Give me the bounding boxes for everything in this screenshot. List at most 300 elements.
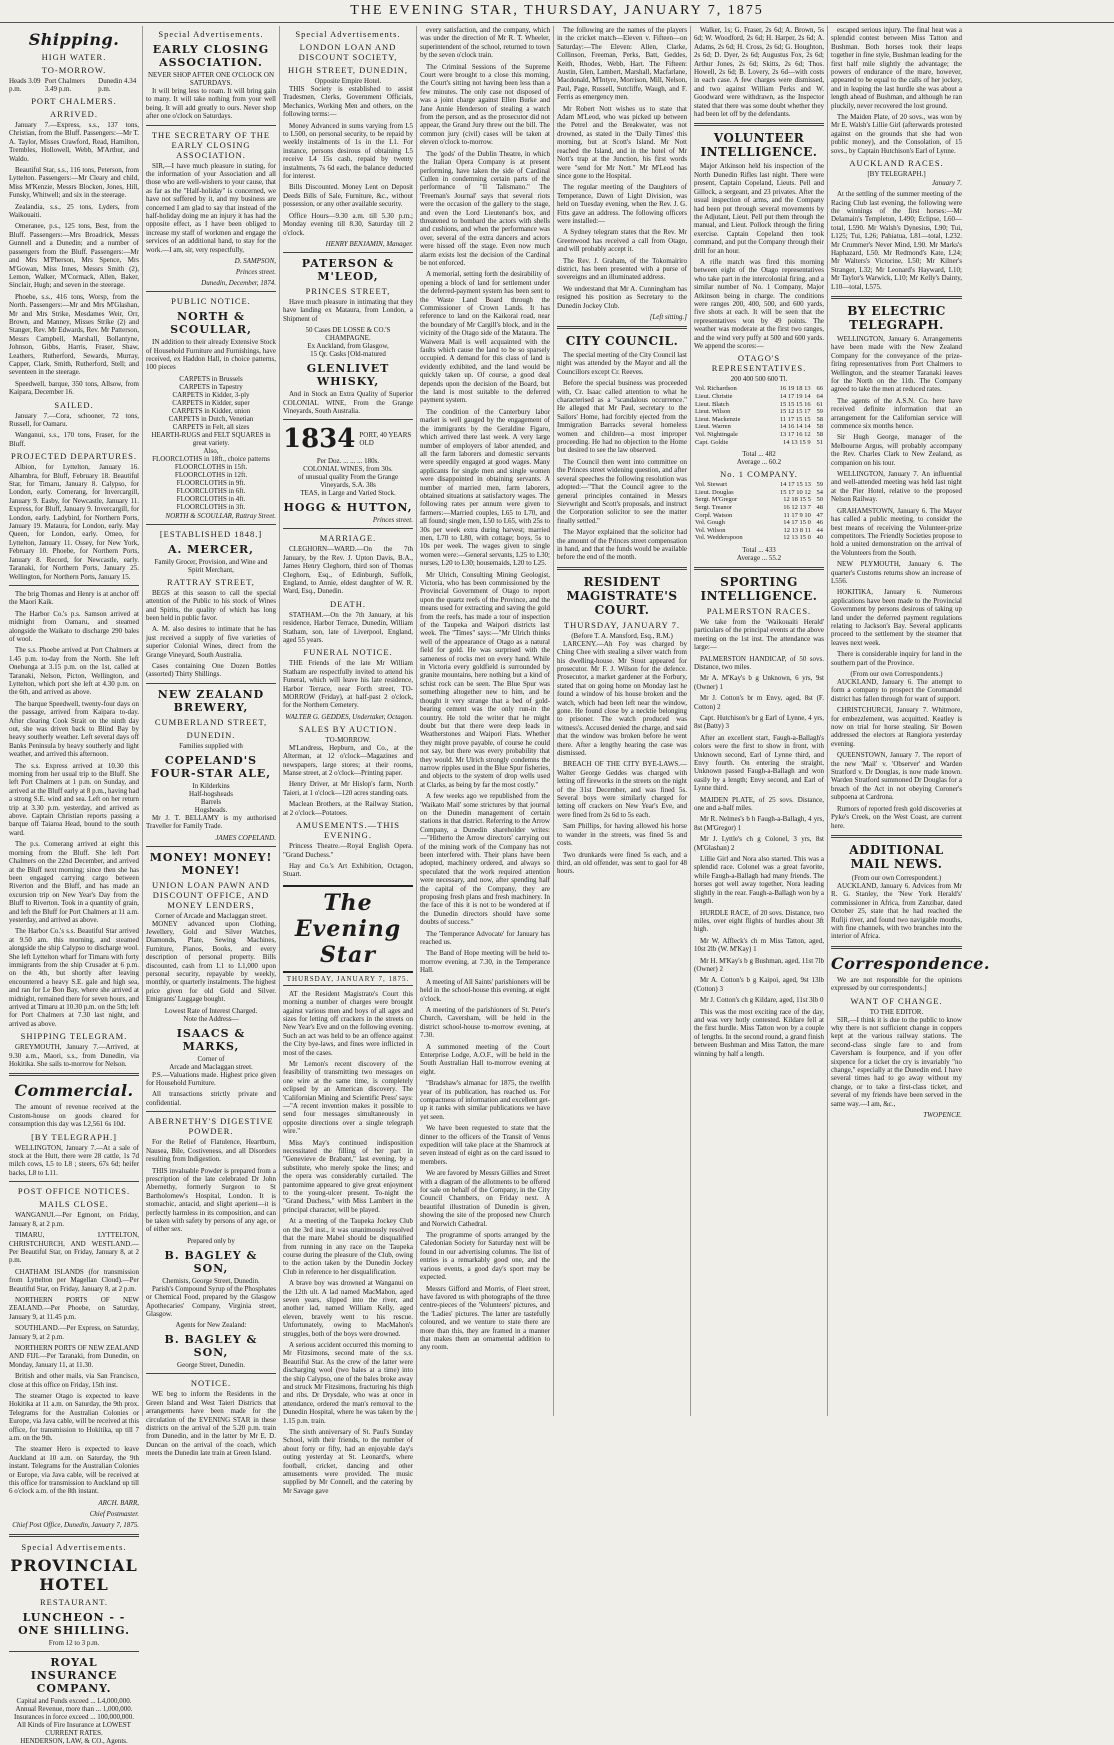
paragraph: Mr J. Lyttle's ch g Colonel, 3 yrs, 8st (M'Glashan) 2	[694, 835, 824, 852]
early-closing-title: EARLY CLOSING ASSOCIATION.	[152, 43, 270, 69]
score-row	[694, 519, 824, 527]
court-before: (Before T. A. Mansford, Esq., R.M.)	[571, 631, 673, 640]
ad-line: Arcade and Maclaggan street.	[169, 1062, 253, 1071]
lunch-hours: From 12 to 3 p.m.	[48, 1638, 100, 1647]
paragraph: THE Friends of the late Mr William Statham are respectfully invited to attend his Funeral, which will leave his late residence, Harbor Terrace, near Forth street, TO-MORROW (Friday), at half-past 2 o'clock, for the Northern Cemetery.	[283, 659, 413, 710]
score-row	[694, 512, 824, 520]
bagley-title: B. BAGLEY & SON,	[164, 1333, 258, 1360]
score-row	[694, 393, 824, 401]
auckland-races-heading: AUCKLAND RACES.	[849, 158, 944, 169]
paragraph: Messrs Gifford and Morris, of Fleet street, have favored us with photographs of the three centre-pieces of the 'Volunteers' pictures, and the 'Ladies' pictures. The latter are tastefully coloured, and we venture to state there are more than this, they are framed in a manner that makes them an ornamental addition to any room.	[420, 1284, 550, 1352]
score-name: Sergt. Treanor	[695, 503, 733, 511]
score-values: 12 18 15 5	[783, 496, 811, 504]
paragraph: The special meeting of the City Council last night was attended by the Mayor and all the Councillors except Cr. Reeves.	[557, 351, 687, 376]
royal-insurance-title: ROYAL INSURANCE COMPANY.	[30, 1655, 118, 1695]
paragraph: Mr A. M'Kay's b g Unknown, 6 yrs, 9st (Owner) 1	[694, 674, 824, 691]
paragraph: AT the Resident Magistrate's Court this morning a number of charges were brought against various men and boys of all ages and sizes for letting off crackers in the streets on New Year's Eve and on the following evening. Such an act was held to be an offence against the City bye-laws, and fines were inflicted in most of the cases.	[283, 989, 413, 1057]
paragraph: The agents of the A.S.N. Co. here have received definite information that an arrangement for the Californian service will commence six months hence.	[831, 396, 962, 431]
paragraph: The brig Thomas and Henry is at anchor off the Maori Kaik.	[9, 589, 139, 607]
paragraph: Mr J. Cotton's br m Envy, aged, 8st (F. Cotton) 2	[694, 694, 824, 711]
paragraph: It will bring less to roam. It will bring gain to many. It will take nothing from your well being. It will add greatly to ours. Never shop after one o'clock on Saturdays.	[146, 87, 276, 121]
tide-heads: Heads 3.09 p.m.	[9, 77, 41, 93]
established-label: [ESTABLISHED 1848.]	[159, 528, 263, 539]
street-label: CUMBERLAND STREET,	[154, 716, 268, 727]
street-label: HIGH STREET, DUNEDIN,	[288, 65, 408, 75]
signature-title: Chief Postmaster.	[89, 1509, 139, 1518]
no1-company-heading: No. 1 COMPANY.	[720, 469, 798, 480]
divider	[283, 252, 413, 253]
ad-line: Corner of Arcade and Maclaggan street.	[155, 911, 267, 920]
paragraph: QUEENSTOWN, January 7. The report of the new 'Mail' v. 'Observer' and Warden Stratford v. Dr Douglas, is now made known. Warden Stratford summoned Dr Douglas for a breach of the Act in not obeying Coroner's subpoena at Cardrona.	[831, 751, 962, 802]
sporting-intelligence-heading: SPORTING INTELLIGENCE.	[700, 574, 818, 603]
score-name: Sergt. M'Gregor	[695, 496, 738, 504]
amusements-heading: AMUSEMENTS.—THIS EVENING.	[295, 820, 401, 841]
divider	[9, 585, 139, 586]
public-notice-heading: PUBLIC NOTICE.	[171, 296, 251, 307]
divider	[557, 326, 687, 329]
ad-line: Annual Revenue, more than ... 1,000,000.	[15, 1704, 133, 1713]
score-values: 14 17 15 13	[779, 481, 811, 489]
section-title-commercial: Commercial.	[14, 1081, 134, 1101]
signature: NORTH & SCOULLAR, Rattray Street.	[165, 511, 276, 520]
paragraph: Mr J. Cotton's ch g Kildare, aged, 11st 3lb 0	[700, 996, 824, 1005]
score-name: Vol. Wedderspoon	[695, 534, 743, 542]
score-values: 12 13 8 11	[783, 526, 811, 534]
additional-mail-heading: ADDITIONAL MAIL NEWS.	[849, 842, 944, 871]
paragraph: The s.s. Phoebe arrived at Port Chalmers at 1.45 p.m. to-day from the North. She left Onehunga at 3.15 p.m. on the 1st, called at Taranaki, Nelson, Picton, Wellington, and Lyttelton, which port she left at 4.30 p.m. on the 6th, and arrived as above.	[9, 646, 139, 697]
score-row	[694, 481, 824, 489]
paragraph: We are not responsible for the opinions expressed by our correspondents.]	[831, 975, 962, 993]
divider	[146, 1373, 276, 1374]
column-1	[6, 26, 143, 1745]
signature: TWOPENCE.	[923, 1111, 962, 1120]
paragraph: Mr Ulrich, Consulting Mining Geologist, Victoria, who has been commissioned by the Provincial Government of Otago to report upon the quartz reefs of the Province, and the means used for extracting and saving the gold from the reefs, has made a tour of inspection of the Taupeka and Waipori districts last week. The "Times" says:—"Mr Ulrich thinks well of the appearance of Otago as a natural field for gold. He was surprised with the sameness of rocks met on every hand. While in Victoria every goldfield is surrounded by granite mountains, here nothing but a kind of schist rock can be seen. The Blue Spur was something altogether new to him, and he thought it very strange that a bed of gold-bearing cement was the only run-in the country. He told the writer that he might doubt but that there were deep leads in Weatherstones and Waipori Flats. Whether they might prove payable, of course he could not say, but there was every probability that they would. Mr Ulrich strongly condemns the narrow ripples used in the Blue Spur fisheries, and objects to the system of drop wells used at Clarks, as being by far the most costly."	[420, 570, 550, 789]
paragraph: STATHAM.—On the 7th January, at his residence, Harbor Terrace, Dunedin, William Statham, son, late of Liverpool, England, aged 55 years.	[283, 610, 413, 644]
signature: ARCH. BARR,	[98, 1498, 139, 1507]
score-name: Lieut. Christie	[695, 393, 733, 400]
paragraph: IN addition to their already Extensive Stock of Household Furniture and Furnishings, have received, ex Haddon Hall, in choice patterns, 100 pieces	[146, 338, 276, 372]
mercer-title: A. MERCER,	[167, 542, 254, 556]
score-name: Vol. Gough	[695, 519, 725, 527]
paragraph: Princess Theatre.—Royal English Opera. "Grand Duchess."	[283, 842, 413, 859]
score-total: 44	[816, 526, 823, 534]
divider	[146, 125, 276, 126]
ad-line: Capital and Funds exceed ... L4,000,000.	[16, 1696, 132, 1705]
score-total: 59	[816, 481, 823, 489]
score-row	[694, 496, 824, 504]
score-total: 46	[816, 519, 823, 527]
score-name: Capt. Goldie	[695, 438, 729, 446]
issue-date: THURSDAY, JANUARY 7, 1875.	[283, 975, 413, 986]
paragraph: WELLINGTON, January 7.—At a sale of stock at the Hutt, there were 28 cattle, 1s 7d milch cows, L5 to L8 ; steers, 67s 6d; heifer backs, L8 to L11.	[9, 1143, 139, 1177]
paragraph: Lillie Girl and Nora also started. This was a splendid race. Colonel was a great favorite, while Faugh-a-Ballagh had many friends. The horses got well away together, Nora leading slightly in the rear. Faugh-a-Ballagh won by a length.	[694, 855, 824, 906]
tomorrow-label: TO-MORROW.	[41, 65, 107, 75]
divider	[146, 1111, 276, 1112]
paragraph: A serious accident occurred this morning to Mr Fitzsimons, second mate of the s.s. Beautiful Star. As the crew of the latter were discharging wool (two bales at a time) into the ship Calypso, one of the bales broke away and struck Mr Fitzsimons, fracturing his thigh and ribs. Dr Drysdale, who was at once in attendance, ordered the man's removal to the Dunedin Hospital, where he was taken by the 1.15 p.m. train.	[283, 1340, 413, 1425]
volunteer-intelligence-heading: VOLUNTEER INTELLIGENCE.	[700, 131, 818, 160]
scores-table-no1	[694, 481, 824, 542]
paragraph: Two drunkards were fined 5s each, and a third, an old offender, was sent to gaol for 48 hours.	[557, 850, 687, 876]
special-ads-heading: Special Advertisements.	[158, 29, 264, 39]
score-total: 40	[816, 534, 823, 542]
by-telegraph-label: [BY TELEGRAPH.]	[867, 170, 926, 179]
ad-line: Also,	[203, 446, 219, 455]
masthead: THE EVENING STAR, THURSDAY, JANUARY 7, 1875	[0, 0, 1114, 23]
paragraph: P.S.—Valuations made. Highest price given for Household Furniture.	[146, 1070, 276, 1088]
paragraph: A summoned meeting of the Court Enterprise Lodge, A.O.F., will be held in the South Australian Hall to-morrow evening at eight.	[420, 1042, 550, 1076]
score-total: 66	[816, 385, 823, 393]
score-name: Lieut. Douglas	[695, 488, 734, 496]
paragraph: The Rev. J. Graham, of the Tokomairiro district, has been presented with a purse of sovereigns and an illuminated address.	[557, 256, 687, 282]
otago-reps-heading: OTAGO'S REPRESENTATIVES.	[711, 353, 807, 374]
hogg-hutton-title: HOGG & HUTTON,	[283, 501, 413, 515]
union-loan-heading: UNION LOAN PAWN AND DISCOUNT OFFICE, AND MONEY LENDERS,	[152, 879, 270, 910]
to-editor-label: TO THE EDITOR.	[869, 1007, 924, 1016]
paragraph: Mr Lemon's recent discovery of the feasibility of transmitting two messages on one wire at the same time, is completely eclipsed by an American discovery. The 'Californian Mining and Scientific Press' says:—"A recent invention makes it possible to send four messages simultaneously in opposite directions over a single telegraph wire."	[283, 1059, 413, 1136]
divider	[146, 683, 276, 684]
paragraph: Sam Phillips, for having allowed his horse to wander in the streets, was fined 5s and costs.	[557, 822, 687, 848]
newspaper-nameplate: The Evening Star	[283, 885, 413, 973]
paragraph: Bills Discounted. Money Lent on Deposit Deeds Bills of Sale, Furniture, &c., without possession, or any other available security.	[283, 183, 413, 209]
score-name: Vol. Stewart	[695, 481, 728, 489]
ad-line: NEVER SHOP AFTER ONE O'CLOCK ON SATURDAYS.	[147, 71, 275, 87]
paragraph: MAIDEN PLATE, of 25 sovs. Distance, one and a-half miles.	[694, 795, 824, 813]
cask-list: In Kilderkins Half-hogsheads Barrels Hogsheads.	[189, 781, 233, 814]
paragraph: NORTHERN PORTS OF NEW ZEALAND.—Per Phoebe, on Saturday, January 9, at 11.45 p.m.	[9, 1295, 139, 1321]
paragraph: The steamer Otago is expected to leave Hokitika at 11 a.m. on Saturday, the 9th prox. Telegrams for the Australian Colonies or Europe, via Java cable, will be received at this office, for transmission to Hokitika, up till 7 a.m. on the 9th.	[9, 1392, 139, 1443]
paragraph: We take from the 'Waikouaiti Herald' particulars of the principal events at the above meeting on the 1st inst. The attendance was large:—	[694, 617, 824, 652]
paragraph: Speedwell, barque, 350 tons, Allsow, from Kaipara, December 16.	[9, 379, 139, 397]
paragraph: The Maiden Plate, of 20 sovs., was won by Mr E. Walsh's Lillie Girl (afterwards protested against on the grounds that she had won public money), and the Consolation, of 15 sovs., by Captain Hutchison's Earl of Lynne.	[831, 113, 962, 155]
paragraph: The Criminal Sessions of the Supreme Court were brought to a close this morning, the Court's sitting not having been less than a few minutes. The only case not disposed of was a joint charge against Ellen Burke and Jane Annie Henderson of stealing a watch from the person, and as the prosecutor did not appear, the Grand Jury threw out the bill. The common jury (civil) cases will be taken at eleven o'clock to-morrow.	[420, 62, 550, 147]
paragraph: A meeting of All Saints' parishioners will be held in the school-house this evening, at eight o'clock.	[420, 977, 550, 1003]
shipping-telegram-heading: SHIPPING TELEGRAM.	[20, 1031, 128, 1042]
paragraph: All transactions strictly private and confidential.	[146, 1090, 276, 1107]
isaacs-marks-title: ISAACS & MARKS,	[176, 1026, 246, 1053]
paragraph: SIR,—I think it is due to the public to know why there is not sufficient change in coppers kept at the various railway stations. The second-class single fare to and from Caversham is fourpence, and if you offer sixpence for a ticket the cry is invariably "no change," especially at the Dunedin end. I have several times had to go away without my change, or to take a first-class ticket, and several of my friends have been served in the same way.—I am, &c.,	[831, 1015, 962, 1108]
divider	[831, 946, 962, 949]
signature-date: Chief Post Office, Dunedin, January 7, 1875.	[12, 1520, 139, 1529]
paragraph: WE beg to inform the Residents in the Green Island and West Taieri Districts that arrangements have been made for the circulation of the EVENING STAR in these districts on the arrival of the 5.20 p.m. train from Dunedin, and in the latter by Mr E. D. Duncan on the arrival of the coach, which meets the Dunedin late train at Green Island.	[146, 1390, 276, 1458]
score-row	[694, 489, 824, 497]
score-values: 12 13 15 0	[783, 534, 811, 542]
divider	[557, 567, 687, 570]
score-values: 15 17 10 12	[779, 488, 811, 496]
score-row	[694, 401, 824, 409]
divider	[283, 419, 413, 420]
paragraph: AUCKLAND, January 6. Advices from Mr R. G. Stanley, the 'New York Herald's' commissioner in Africa, from Zanzibar, dated October 25, state that he had reached the Rufiji river, and found two navigable mouths, with fine channels, with two branches into the interior of Africa.	[831, 881, 962, 941]
paragraph: escaped serious injury. The final heat was a splendid contest between Miss Tatton and Bushman. Both horses took their leaps together in fine style, Bushman leading for the first half mile slightly the advantage; the powers of endurance of the mare, however, appeared to be equal to the calls of her jockey, and in leaping the last hurdle she was about a length ahead of Bushman, and although he ran pluckily, never recovered the lost ground.	[831, 26, 962, 110]
ad-line: Insurances in force exceed ... 100,000,000.	[14, 1712, 134, 1721]
column-2	[143, 26, 280, 1458]
palmerston-races-heading: PALMERSTON RACES.	[706, 605, 812, 616]
paragraph: Mr J. T. BELLAMY is my authorised Traveller for Family Trade.	[146, 813, 276, 831]
marriage-heading: MARRIAGE.	[319, 533, 377, 544]
divider	[146, 524, 276, 525]
signature-address: Princes street.	[372, 516, 413, 525]
ad-line: COLONIAL WINES, from 30s.	[303, 465, 393, 474]
score-total: 58	[816, 430, 823, 438]
score-values: 14 17 19 14	[779, 393, 811, 400]
score-values: 11 17 9 10	[783, 511, 811, 519]
divider	[9, 1651, 139, 1652]
paragraph: A meeting of the parishioners of St. Peter's Church, Caversham, will be held in the district school-house to-morrow evening, at 7.30.	[420, 1005, 550, 1040]
street-label: PRINCES STREET,	[305, 285, 391, 296]
paragraph: CHATHAM ISLANDS (for transmission from Lyttelton per Magellan Cloud).—Per Beautiful Star, on Friday, January 8, at 2 p.m.	[9, 1267, 139, 1293]
whisky-title: GLENLIVET WHISKY,	[306, 362, 390, 389]
paragraph: The Council then went into committee on the Princes street widening question, and after several speeches the following resolution was adopted:—"That the Council agree to the general principles contained in Messrs Sievwright and Scott's proposals, and instruct the Corporation solicitor to see the matter finally settled."	[557, 457, 687, 525]
paragraph: The Harbor Co.'s s.s. Beautiful Star arrived at 9.50 am. this morning, and steamed alongside the ship Calypso to discharge wool. She left Lyttelton wharf for Timaru with forty immigrants from the ship Crusader at 6 p.m. on the 4th, but shortly after leaving encountered a heavy S.E. gale and high sea, and ran for Le Bon Bay, where she arrived at midnight, remained there for seven hours, and arrived at Timaru at 10.30 p.m. on the 5th; left for Port Chalmers at 7.30 last night, and arrived as above.	[9, 927, 139, 1028]
ad-line: Families supplied with	[179, 741, 243, 750]
dateline: January 7.	[932, 179, 962, 188]
score-row	[694, 439, 824, 447]
paragraph: This was the most exciting race of the day, and was very hotly contested. Kildare fell at the first hurdle. Miss Tatton won by a couple of lengths. In the second round, a grand finish between Bushman and Miss Tatton, the mare winning by half a length.	[694, 1007, 824, 1058]
paragraph: Beautiful Star, s.s., 116 tons, Peterson, from Lyttelton. Passengers:—Mr Cleary and child, Miss M'Kenzie, Messrs Blocken, Jones, Hill, Funsky, Whitwell; and six in the steerage.	[9, 166, 139, 200]
paragraph: Mr R. Nelmes's b h Faugh-a-Ballagh, 4 yrs, 8st (M'Gregor) 1	[694, 815, 824, 832]
city-council-heading: CITY COUNCIL.	[565, 334, 679, 348]
left-sitting-label: [Left sitting.]	[649, 313, 687, 321]
ad-line: Lowest Rate of Interest Charged.	[164, 1006, 258, 1015]
column-5	[554, 26, 691, 1416]
score-row	[694, 423, 824, 431]
ad-line: George Street, Dunedin.	[177, 1361, 245, 1370]
total-line: Total ... 433	[742, 545, 776, 554]
paragraph: Mr Robert Nott wishes us to state that Adam M'Leod, who was picked up between the Petrel and the Breakwater, was not drowned, as stated in the 'Daily Times' this morning, but at Scott's Island. Mr Nott reached the Island, and in the hotel of Mr Nott's trap at the Junction, his first words were "send for Mr Nott." Mr M'Leod has since gone to the Hospital.	[557, 104, 687, 180]
paragraph: Parish's Compound Syrup of the Phosphates or Chemical Food, prepared by the Glasgow Apothecaries' Company, Virginia street, Glasgow.	[146, 1284, 276, 1318]
score-name: Lieut. Blatch	[695, 400, 729, 408]
paragraph: HOKITIKA, January 6. Numerous applications have been made to the Provincial Government by persons desirous of taking up land under the deferred payment regulations relating to Jackson's Bay. Several applicants proceed to the settlement by the steamer that leaves next week.	[831, 588, 962, 647]
paragraph: At the settling of the summer meeting of the Racing Club last evening, the following were the winnings of the first horses:—Mr Delamain's Templeton, L490; Eclipse, L60—total, L590. Mr Walsh's Dynesius, L90; Tui, L125; Tui, L26; Pahiatua, L81—total, L232. Mr Crummer's Never Mind, L90. Mr Marks's Haphazard, L50. Mr Redmond's Kate, L24; Mr Walters's Victorine, L50; Mr Kilner's Stranger, L32; Mr Leonard's Hayward, L10; Mr Taylor's Warwick, L10; Mr Kelly's Dainty, L10—total, L575.	[831, 190, 962, 291]
signature-date: Dunedin, December, 1874.	[201, 279, 276, 288]
paragraph: The barque Speedwell, twenty-four days on the passage, arrived from Kaipara to-day. After clearing Cook Strait on the ninth day out, she was driven back to Blind Bay by heavy southerly weather. Left several days off Banks Peninsula by heavy southerly and light weather, and arrived this afternoon.	[9, 699, 139, 759]
arrived-heading: ARRIVED.	[50, 109, 98, 119]
score-name: Vol. Richardson	[695, 385, 737, 393]
paragraph: Omeranee, p.s., 125 tons, Best, from the Bluff. Passengers:—Mrs Broadrick, Messrs Gunnell and a Dunedin; and a number of passengers from the Bluff. Passengers:—Mr and Mrs M'Pherson, Mrs Spence, Mrs M'Gowan, Miss Innes, Messrs Smith (2), Lemon, Walker, M'Cormack, Allen, Baker, Sinclair, Hugh; and seven in the steerage.	[9, 222, 139, 290]
score-row	[694, 534, 824, 542]
tide-port-chalmers: Port Chalmers 3.49 p.m.	[44, 77, 85, 93]
average-line: Average ... 55.2	[736, 553, 782, 562]
death-heading: DEATH.	[330, 598, 366, 609]
paragraph: Cases containing One Dozen Bottles (assorted) Thirty Shillings.	[146, 661, 276, 679]
score-values: 14 16 14 14	[779, 423, 811, 431]
ad-line: TO-MORROW.	[325, 735, 371, 744]
ad-line: All Kinds of Fire Insurance at LOWEST CURRENT RATES.	[17, 1720, 131, 1737]
score-total: 54	[816, 488, 823, 496]
notice-heading: NOTICE.	[190, 1378, 232, 1389]
paragraph: We have been requested to state that the dinner to the officers of the Transit of Venus expedition will take place at the Shamrock at seven instead of eight as on the card issued to members.	[420, 1124, 550, 1166]
city-label: DUNEDIN.	[186, 729, 236, 740]
paragraph: NORTHERN PORTS OF NEW ZEALAND AND FIJI.—Per Taranaki, from Dunedin, on Monday, January 11, at 11.30.	[9, 1343, 139, 1369]
luncheon-label: LUNCHEON - - ONE SHILLING.	[18, 1610, 130, 1637]
ad-line: Prepared only by	[187, 1236, 235, 1245]
paragraph: The p.s. Comerang arrived at eight this morning from the Bluff. She left Port Chalmers on the 22nd December, and arrived at the Bluff next morning; since then she has been engaged carrying cargo between Riverton and the Bluff, and has made an excursion trip on New Year's Day from the Bluff to Riverton. Took in a quantity of grain, and left the Bluff for Port Chalmers at 11 a.m. yesterday, and arrived as above.	[9, 840, 139, 924]
vintage-year: 1834	[283, 424, 356, 455]
provincial-hotel-title: PROVINCIAL HOTEL	[10, 1555, 138, 1594]
paragraph: Walker, 1s; G. Fraser, 2s 6d; A. Brown, 5s 6d; W. Woodford, 2s 6d; H. Harper, 2s 6d; A. Adams, 2s 6d; H. Cross, 2s 6d; G. Houghton, 2s 6d; D. Dyer, 2s 6d; Augustus Fox, 2s 6d; Arthur Jones, 2s 6d; Skitts, 2s 6d; Thos. Howell, 2s 6d; B. Lovery, 2s 6d—with costs in each case. A few charges were dismissed, and two against William Perks and W. Goodward were withdrawn, as the Inspector stated that there was some doubt whether they had been let off by the defendants.	[694, 26, 824, 119]
paragraph: Mr W. Affleck's ch m Miss Tatton, aged, 10st 2lb (W. M'Kay) 1	[694, 936, 824, 954]
paragraph: Zealandia, s.s., 25 tons, Lyders, from Waikouaiti.	[9, 202, 139, 220]
ad-line: PORT, 40 YEARS OLD	[359, 431, 412, 448]
score-total: 48	[816, 503, 823, 511]
paragraph: Mr H. M'Kay's b g Bushman, aged, 11st 7lb (Owner) 2	[694, 956, 824, 973]
paragraph: The programme of sports arranged by the Caledonian Society for Saturday next will be found in our advertising columns. The list of entries is a remarkably good one, and the various events, a good day's sport may be expected.	[420, 1231, 550, 1282]
paragraph: every satisfaction, and the company, which was under the direction of Mr R. T. Wheeler, superintendent of the school, returned to town by the seven o'clock train.	[420, 26, 550, 60]
correspondents-label: (From our own Correspondents.)	[850, 670, 943, 678]
tide-times	[9, 77, 139, 93]
score-values: 15 12 15 17	[779, 408, 811, 416]
score-row	[694, 408, 824, 416]
score-total: 47	[816, 511, 823, 519]
paragraph: BEGS at this season to call the special attention of the Public to his stock of Wines and Spirits, the quality of which has long been held in public favor.	[146, 588, 276, 622]
paragraph: MONEY advanced upon Clothing, Jewellery, Gold and Silver Watches, Diamonds, Plate, Sewing Machines, Furniture, Pianos, Books, and every description of personal property. Bills discounted, cash from L1 to L1,000 upon personal security, repayable by weekly, monthly, or quarterly instalments. The highest price given for old Gold and Silver. Emigrants' Luggage bought.	[146, 919, 276, 1004]
signature-address: Princes street.	[235, 268, 276, 277]
paragraph: AUCKLAND, January 6. The attempt to form a company to prospect the Coromandel district has fallen through for want of support.	[831, 678, 962, 703]
paragraph: Wanganui, s.s., 170 tons, Fraser, for the Bluff.	[9, 431, 139, 448]
column-6	[691, 26, 828, 1416]
score-name: Lieut. Mackenzie	[695, 415, 741, 423]
paragraph: Office Hours—9.30 a.m. till 5.30 p.m.; Monday evening till 8.30, Saturday till 2 o'clock.	[283, 211, 413, 237]
post-office-heading: POST OFFICE NOTICES.	[17, 1186, 131, 1197]
score-total: 58	[816, 423, 823, 431]
score-values: 16 19 18 13	[779, 385, 811, 393]
paragraph: January 7.—Cora, schooner, 72 tons, Russell, for Oamaru.	[9, 411, 139, 428]
paragraph: GREYMOUTH, January 7.—Arrived, at 9.30 a.m., Maori, s.s., from Dunedin, via Hokitika. She sails to-morrow for Nelson.	[9, 1043, 139, 1069]
paragraph: After an excellent start, Faugh-a-Ballagh's colors were the first to show in front, with Unknown second, Earl of Lynne third, and Envy fourth. On entering the straight, Unknown passed Faugh-a-Ballagh and won easily by a length; Envy second, and Earl of Lynne third.	[694, 733, 824, 793]
brewery-title: NEW ZEALAND BREWERY,	[157, 687, 265, 714]
paragraph: The sixth anniversary of St. Paul's Sunday School, with their friends, to the number of about forty or fifty, had an enjoyable day's outing yesterday at St. Leonard's, where football, cricket, dancing and other amusements were provided. The music supplied by Mr Connell, and the catering by Mr Savage gave	[283, 1428, 413, 1495]
score-total: 51	[816, 438, 823, 446]
score-name: Lieut. Warren	[695, 423, 731, 431]
mails-close-label: MAILS CLOSE.	[39, 1199, 109, 1210]
paragraph: A memorial, setting forth the desirability of opening a block of land for settlement under the deferred-payment system has been sent to the Waste Land Board through the Commissioner of Crown Lands. It has reference to land on the Kaikorai road, near the boundary of Mr Cargill's block, and in the vicinity of the Otago side of the Mataura. The Waiwera Mail is well acquainted with the faults which cause the land to be so sparsely occupied. A demand for this class of land is evidently exhibited, and the land would be quickly taken up. Of course, a good deal depends upon the decision of the Board, but the land is most suitable to the deferred payment system.	[420, 270, 550, 405]
score-row	[694, 431, 824, 439]
ad-line: of unusual quality From the Grange Vineyards, S.A. 38s	[297, 473, 399, 490]
column-7	[828, 26, 990, 1416]
london-loan-heading: LONDON LOAN AND DISCOUNT SOCIETY,	[298, 42, 398, 62]
paterson-mleod-title: PATERSON & M'LEOD,	[301, 256, 395, 283]
paragraph: WANGANUI.—Per Egmont, on Friday, January 8, at 2 p.m.	[9, 1211, 139, 1228]
special-ads-heading: Special Advertisements.	[21, 1541, 127, 1552]
tide-dunedin: Dunedin 4.34 p.m.	[98, 77, 137, 93]
paragraph: THIS invaluable Powder is prepared from a prescription of the late celebrated Dr John Abernethy, formerly Surgeon to St Bartholomew's Hospital, London. It is stomachic, antacid, and slight aperient—it is perfectly harmless in its composition, and can be taken with safety by persons of any age, or of either sex.	[146, 1166, 276, 1234]
letter-heading: WANT OF CHANGE.	[850, 995, 943, 1006]
score-row	[694, 527, 824, 535]
ad-line: 50 Cases DE LOSSE & CO.'S CHAMPAGNE.	[305, 326, 391, 343]
divider	[694, 567, 824, 570]
paragraph: A. M. also desires to intimate that he has just received a supply of five varieties of superior Colonial Wines, direct from the Grange Vineyard, South Australia.	[146, 625, 276, 659]
paragraph: For the Relief of Flatulence, Heartburn, Nausea, Bile, Costiveness, and all Disorders resulting from Indigestion.	[146, 1138, 276, 1164]
paragraph: At a meeting of the Taupeka Jockey Club on the 3rd inst., it was unanimously resolved that the mare Mabel should be disqualified from running in any race on the Taupeka course during the pleasure of the Club, owing to the action taken by the Dunedin Jockey Club in reference to her disqualification.	[283, 1217, 413, 1276]
paragraph: The amount of revenue received at the Custom-house on goods cleared for consumption this day was L2,561 6s 10d.	[9, 1103, 139, 1129]
restaurant-label: RESTAURANT.	[39, 1596, 108, 1607]
paragraph: Mr A. Cotton's b g Kaipoi, aged, 9st 13lb (Cotton) 3	[694, 976, 824, 993]
score-row	[694, 385, 824, 393]
divider	[9, 1073, 139, 1076]
paragraph: PALMERSTON HANDICAP, of 50 sovs. Distance, two miles.	[694, 654, 824, 671]
paragraph: CHRISTCHURCH, January 7. Whitmore, for embezzlement, was acquitted. Keatley is now on trial for horse stealing. Sir Bowen addressed the electors at Rangiora yesterday evening.	[831, 706, 962, 748]
floorcloth-list: FLOORCLOTHS in 18ft., choice patterns FLOORCLOTHS in 15ft. FLOORCLOTHS in 12ft. FLOORCLOTHS in 9ft. FLOORCLOTHS in 6ft. FLOORCLOTHS in 4ft. FLOORCLOTHS in 3ft.	[152, 454, 270, 511]
high-water-heading: HIGH WATER.	[41, 52, 107, 62]
paragraph: The s.s. Express arrived at 10.30 this morning from her usual trip to the Bluff. She left Port Chalmers at 1 p.m. on Sunday, and arrived at the Bluff early at 8 p.m., having had a strong S.E. wind and sea. Left on her return trip at 3.30 p.m. yesterday, and arrived as above. Captain Christian reports passing a barque off Taiaroa Head, bound to the south ward.	[9, 761, 139, 837]
ad-line: Per Doz. ... ... ... 180s.	[316, 457, 380, 466]
port-chalmers-heading: PORT CHALMERS.	[31, 96, 117, 106]
paragraph: We are favored by Messrs Gillies and Street with a diagram of the allotments to be offered for sale on behalf of the Company, in the City Council Chambers, on Friday next. A beautiful illustration of Dunedin is given, showing the site of the proposed new Church and Norwich Cathedral.	[420, 1169, 550, 1228]
yards-header: 200 400 500 600 Tl.	[730, 375, 788, 384]
score-values: 15 15 15 16	[779, 400, 811, 408]
paragraph: Major Atkinson held his inspection of the North Dunedin Rifles last night. There were present, Captain Copeland, Lieuts. Pell and Gillock, a sergeant, and 23 privates. After the usual inspection of arms, and the Company had been put through several movements by the Adjutant, Lieut. Pell put them through the manual, and Lieut. Pollock through the firing exercise. Captain Copeland then took command, and put the Company through their drill for an hour.	[694, 162, 824, 255]
paragraph: The 'gods' of the Dublin Theatre, in which the Italian Opera Company is at present performing, have taken the side of Cardinal Cullen in condemning certain parts of the performance of "Il Talismano." The 'Freeman's Journal' says that several riots were the occasion of the gallery to the stage, and even the Lord Lieutenant's box, and threatened to bombard the actors with shells and cushions, and when the performance was over, several of the extra dancers and actors were hissed off the stage. Even now much alarm exists lest the decision of the Cardinal be not enforced.	[420, 149, 550, 267]
paragraph: Miss May's continued indisposition necessitated the filling of her part in "Genevieve de Brabant," last evening, by a substitute, who merely spoke the lines; and the opera was considerably curtailed. The pantomime appeared to give great enjoyment to the young-ulcer present. To-night the "Grand Duchess," with Miss Lambert in the principal character, will be played.	[283, 1138, 413, 1214]
abernethy-heading: ABERNETHY'S DIGESTIVE POWDER.	[148, 1116, 274, 1137]
paragraph: Albion, for Lyttelton, January 16. Alhambra, for Bluff, February 18. Beautiful Star, for Timaru, January 8. Calypso, for London, early. Comerang, for Invercargill, January 9. Easby, for Newcastle, January 11. Express, for Bluff, January 9. Invercargill, for London, early. Ladybird, for Northern Ports, January 19. Mataura, for London, early. May Queen, for London, early. Omeo, for Lyttelton, January 11. Ossey, for New York, February 10. Phoebe, for Northern Ports, January 8. Record, for Newcastle, early. Taranaki, for Northern Ports, January 25. Wellington, for Northern Ports, January 15.	[9, 463, 139, 581]
paragraph: A rifle match was fired this morning between eight of the Otago representatives who take part in the intercolonial firing, and a similar number of No. 1 Company, Major Atkinson being in charge. The conditions were ranges 200, 400, 500, and 600 yards, five shots at each. It will be seen that the representatives won by 49 points. The weather was moderate at the first two ranges, and the wind very puffy at 500 and 600 yards. We append the scores:—	[694, 257, 824, 350]
score-total: 59	[816, 408, 823, 416]
paragraph: The Band of Hope meeting will be held to-morrow evening, at 7.30, in the Temperance Hall.	[420, 949, 550, 975]
ad-line: 15 Qr. Casks [Old-matured	[310, 350, 386, 359]
signature: D. SAMPSON,	[234, 257, 276, 266]
street-label: RATTRAY STREET,	[167, 576, 255, 587]
signature: JAMES COPELAND.	[215, 833, 276, 842]
paragraph: M'Landress, Hepburn, and Co., at the Alterman, at 12 o'clock—Magazines and newspapers, large stores; at their rooms, Manse street, at 2 o'clock—Printing paper.	[283, 743, 413, 778]
by-telegraph-label: [BY TELEGRAPH.]	[31, 1131, 117, 1142]
ad-line: Note the Address—	[183, 1014, 239, 1023]
paragraph: The Harbor Co.'s p.s. Samson arrived at midnight from Oamaru, and steamed alongside the Waikato to discharge 290 bales of wool.	[9, 609, 139, 643]
signature: WALTER G. GEDDES, Undertaker, Octagon.	[285, 712, 413, 721]
score-values: 14 17 15 0	[783, 519, 811, 527]
ad-line: HENDERSON, LAW, & CO., Agents.	[20, 1736, 128, 1745]
ad-line: Family Grocer, Provision, and Wine and Spirit Merchant,	[154, 557, 268, 574]
score-name: Lieut. Wilson	[695, 408, 731, 416]
sailed-heading: SAILED.	[54, 399, 94, 410]
signature: HENRY BENJAMIN, Manager.	[325, 239, 413, 248]
divider	[9, 1534, 139, 1537]
paragraph: A Sydney telegram states that the Rev. Mr Greenwood has received a call from Otago, and will probably accept it.	[557, 228, 687, 254]
carpet-list: CARPETS in Brussels CARPETS in Tapestry CARPETS in Kidder, 3-ply CARPETS in Kidder, super CARPETS in Kidder, union CARPETS in Dutch, Venetian CARPETS in Felt, all sizes HEARTH-RUGS and FELT SQUARES in great variety.	[151, 374, 271, 447]
paragraph: Have much pleasure in intimating that they have landing ex Mataura, from London, a Shipment of	[283, 297, 413, 323]
funeral-notice-heading: FUNERAL NOTICE.	[303, 647, 393, 658]
score-total: 58	[816, 415, 823, 423]
ad-line: Ex Auckland, from Glasgow,	[307, 342, 389, 351]
divider	[9, 1181, 139, 1182]
paragraph: Henry Driver, at Mr Hislop's farm, North Taieri, at 1 o'clock—120 acres standing oats.	[283, 780, 413, 797]
score-name: Corpl. Watson	[695, 511, 733, 519]
paragraph: The condition of the Canterbury labor market is well gauged by the engagement of the immigrants by the Geraldine Figaro, which arrived there last week. A very large number of employers of labor attended, and all the farm laborers and domestic servants were speedily engaged at good wages. Many applicants for single men and single women were disappointed in obtaining servants. A number of married men, farm laborers, obtained situations at satisfactory wages. The following rates per annum were given to farmers:—Married couples, L65 to L70, and all found; single men, L50 to L65, with 25s to 30s per week extra during harvest; married men, L70 to L80, with cottage; boys, 5s to 10s per week. The wages given to single women were:—General servants, L25 to L30; nurses, L20 to L30; housemaids, L20 to L25.	[420, 407, 550, 568]
paragraph: WELLINGTON, January 6. Arrangements have been made with the New Zealand Company for the conveyance of the prize-firing representatives from Port Chalmers to Wellington, and the steamer Taranaki leaves for the North on the 11th. The Company agreed to take the men at reduced rates.	[831, 334, 962, 394]
paragraph: Capt. Hutchison's br g Earl of Lynne, 4 yrs, 8st (Batty) 3	[694, 713, 824, 731]
paragraph: The regular meeting of the Daughters of Temperance, Dawn of Light Division, was held on Tuesday evening, when the Rev. J. G. Fitts gave an address. The following officers were installed:—	[557, 183, 687, 225]
paragraph: WELLINGTON, January 7. An influential and well-attended meeting was held last night at the Pier Hotel, relative to the proposed Nelson Railway.	[831, 470, 962, 504]
score-total: 61	[816, 400, 823, 408]
score-name: Vol. Nightingale	[695, 430, 738, 438]
paragraph: "Bradshaw's almanac for 1875, the twelfth year of its publication, has reached us. For compactness of information and excellent get-up it ranks with similar publications we have yet seen.	[420, 1079, 550, 1121]
bagley-title: B. BAGLEY & SON,	[164, 1248, 258, 1275]
money-title: MONEY! MONEY! MONEY!	[149, 850, 273, 877]
paragraph: A few weeks ago we republished from the 'Waikato Mail' some strictures by that journal on the Dunedin management of certain stations in that district. Referring to the Arrow Company, a Dunedin shareholder writes:—"Hitherto the Arrow directors' carrying out of the mining work of the Company has not been interfered with. Their plans have been adopted, machinery ordered, and always so speculated that the work required attention were necessary, and now, after spending half the capital of the Company, they are proposing fresh plans and fresh machinery. In the face of this it is not to be wondered at if the Dunedin directors should have some doubts of success."	[420, 792, 550, 927]
ad-line: Corner of	[197, 1054, 225, 1063]
paragraph: January 7.—Express, s.s., 137 tons, Christian, from the Bluff. Passengers:—Mr T. A. Taylor, Misses Crawford, Read, Hamilton, Trembles, Hollowell, Webb, M'Arthur, and Waldo.	[9, 121, 139, 163]
correspondence-heading: Correspondence.	[831, 953, 990, 973]
letter-heading: THE SECRETARY OF THE EARLY CLOSING ASSOCIATION.	[151, 129, 271, 160]
ad-line: Agents for New Zealand:	[175, 1321, 247, 1330]
score-values: 13 17 16 12	[779, 430, 811, 438]
special-ads-heading: Special Advertisements.	[295, 29, 401, 39]
paragraph: Maclean Brothers, at the Railway Station, at 2 o'clock—Potatoes.	[283, 800, 413, 817]
paragraph: HURDLE RACE, of 20 sovs. Distance, two miles, over eight flights of hurdles about 3ft high.	[694, 908, 824, 934]
paragraph: Phoebe, s.s., 416 tons, Worsp, from the North. Passengers:—Mr and Mrs M'Glashan, Mr and Mrs Strike, Mesdames Weir, Orr, Brown, and Manney, Misses Strike (2) and Stanger, Rev. Mr Edwards, Rev. Mr Patterson, Messrs Campbell, Marshall, Bollantyne, Johnson, Gibbs, Harris, Fraser, Shaw, Leathers, Rutherford, Sewards, Murray, Capper, Clark, Smith, Rutherford, Stell; and seventeen in the steerage.	[9, 292, 139, 377]
ad-line: Opposite Empire Hotel.	[314, 77, 382, 85]
electric-telegraph-heading: BY ELECTRIC TELEGRAPH.	[847, 303, 946, 332]
paragraph: GRAHAMSTOWN, January 6. The Mayor has called a public meeting, to consider the best means of receiving the Volunteer-prize competitors. The Friendly Societies propose to hold a united demonstration on the arrival of the Volunteers from the South.	[831, 506, 962, 557]
